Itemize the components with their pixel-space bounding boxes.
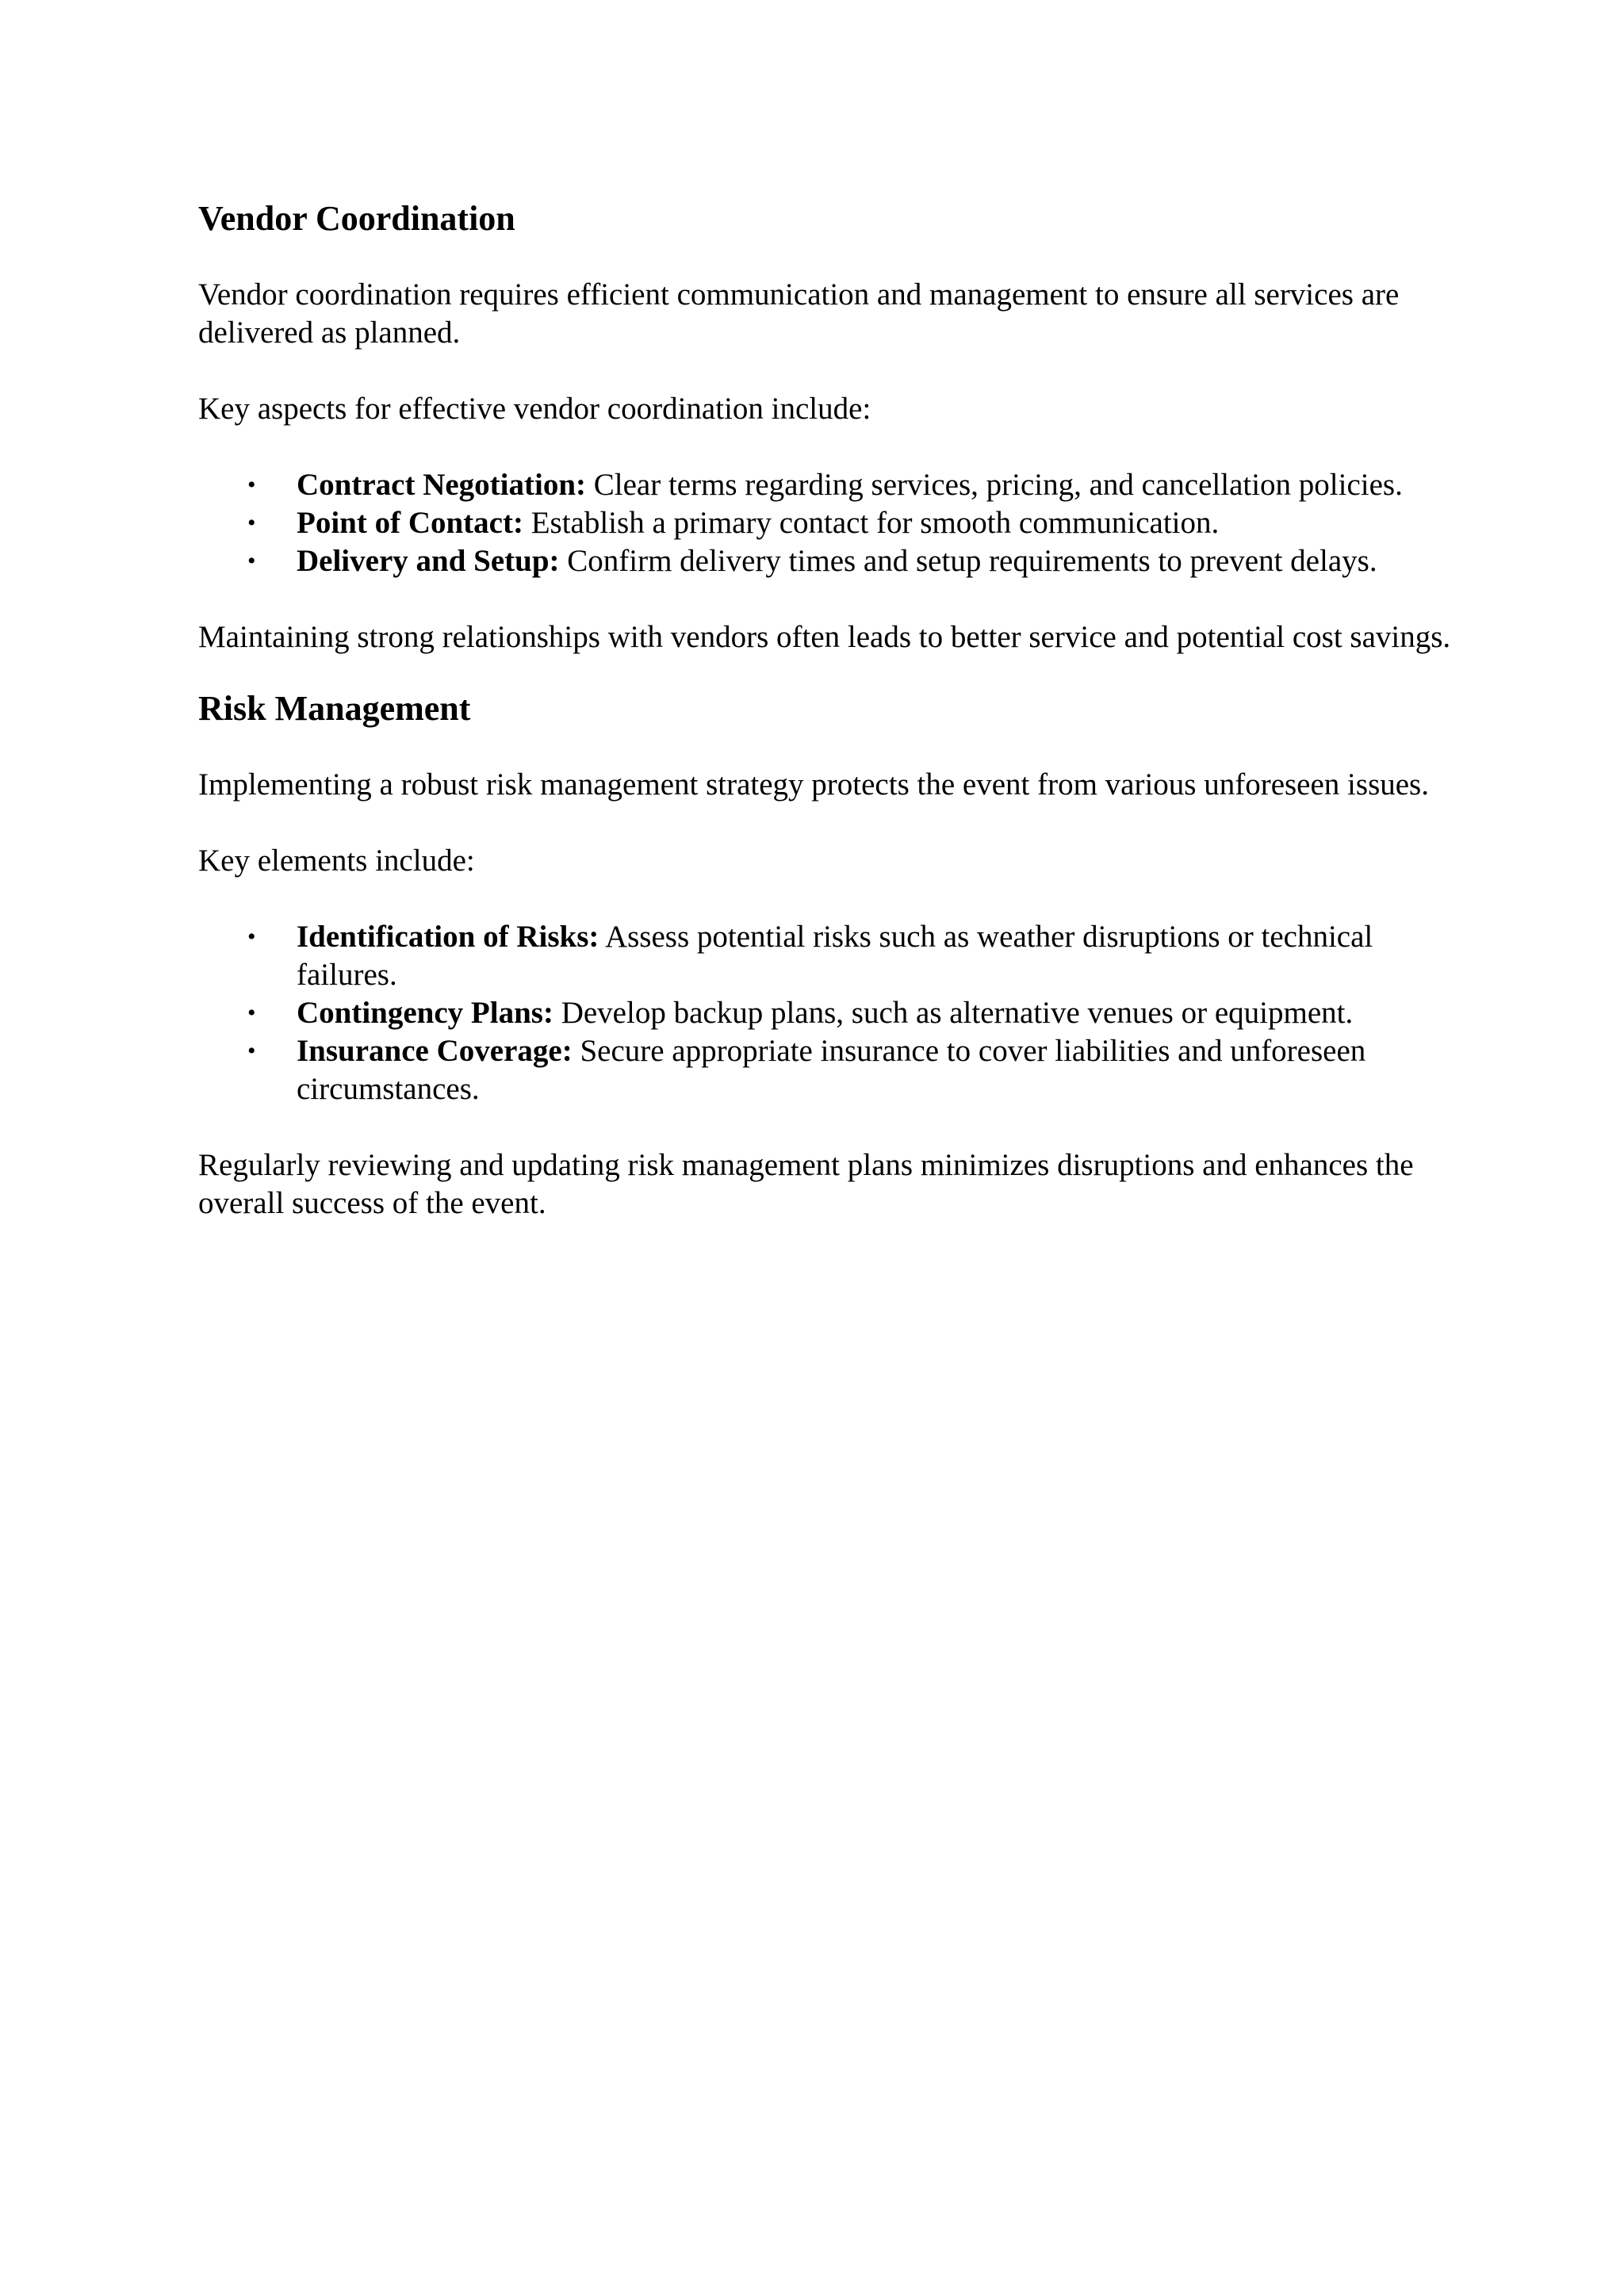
list-item xyxy=(198,466,1451,504)
list-item-text: Develop backup plans, such as alternative venues or equipment. xyxy=(553,996,1354,1030)
list-item-term: Contract Negotiation: xyxy=(297,468,586,502)
bullet-icon: • xyxy=(247,1000,256,1026)
document-page xyxy=(198,197,1451,1223)
vendor-lead-paragraph: Key aspects for effective vendor coordination include: xyxy=(198,392,871,426)
list-item-text: Establish a primary contact for smooth communication. xyxy=(523,506,1220,540)
bullet-icon: • xyxy=(247,548,256,574)
list-item xyxy=(198,918,1451,994)
risk-closing-paragraph: Regularly reviewing and updating risk management plans minimizes disruptions and enhances the overall success of the event. xyxy=(198,1148,1414,1220)
bullet-icon: • xyxy=(247,510,256,536)
risk-elements-list xyxy=(198,918,1451,1108)
list-item-term: Delivery and Setup: xyxy=(297,544,560,578)
vendor-intro-paragraph: Vendor coordination requires efficient communication and management to ensure all services are delivered as planned. xyxy=(198,277,1400,350)
list-item-text: Confirm delivery times and setup requirements to prevent delays. xyxy=(559,544,1377,578)
bullet-icon: • xyxy=(247,1038,256,1064)
bullet-icon: • xyxy=(247,472,256,498)
list-item-text: Assess potential risks such as weather disruptions or technical failures. xyxy=(297,920,1373,992)
list-item-text: Clear terms regarding services, pricing, and cancellation policies. xyxy=(586,468,1403,502)
list-item-term: Insurance Coverage: xyxy=(297,1034,573,1068)
list-item-text: Secure appropriate insurance to cover liabilities and unforeseen circumstances. xyxy=(297,1034,1366,1106)
vendor-closing-paragraph: Maintaining strong relationships with vendors often leads to better service and potential cost savings. xyxy=(198,620,1451,654)
risk-intro-paragraph: Implementing a robust risk management strategy protects the event from various unforeseen issues. xyxy=(198,767,1429,802)
section-heading-vendor-coordination: Vendor Coordination xyxy=(198,199,515,238)
list-item-term: Point of Contact: xyxy=(297,506,523,540)
list-item-term: Identification of Risks: xyxy=(297,920,599,954)
list-item-term: Contingency Plans: xyxy=(297,996,553,1030)
risk-lead-paragraph: Key elements include: xyxy=(198,844,475,878)
section-heading-risk-management: Risk Management xyxy=(198,689,471,728)
list-item xyxy=(198,1032,1451,1108)
list-item xyxy=(198,504,1451,542)
list-item xyxy=(198,994,1451,1032)
list-item xyxy=(198,542,1451,580)
vendor-aspects-list xyxy=(198,466,1451,580)
bullet-icon: • xyxy=(247,924,256,950)
